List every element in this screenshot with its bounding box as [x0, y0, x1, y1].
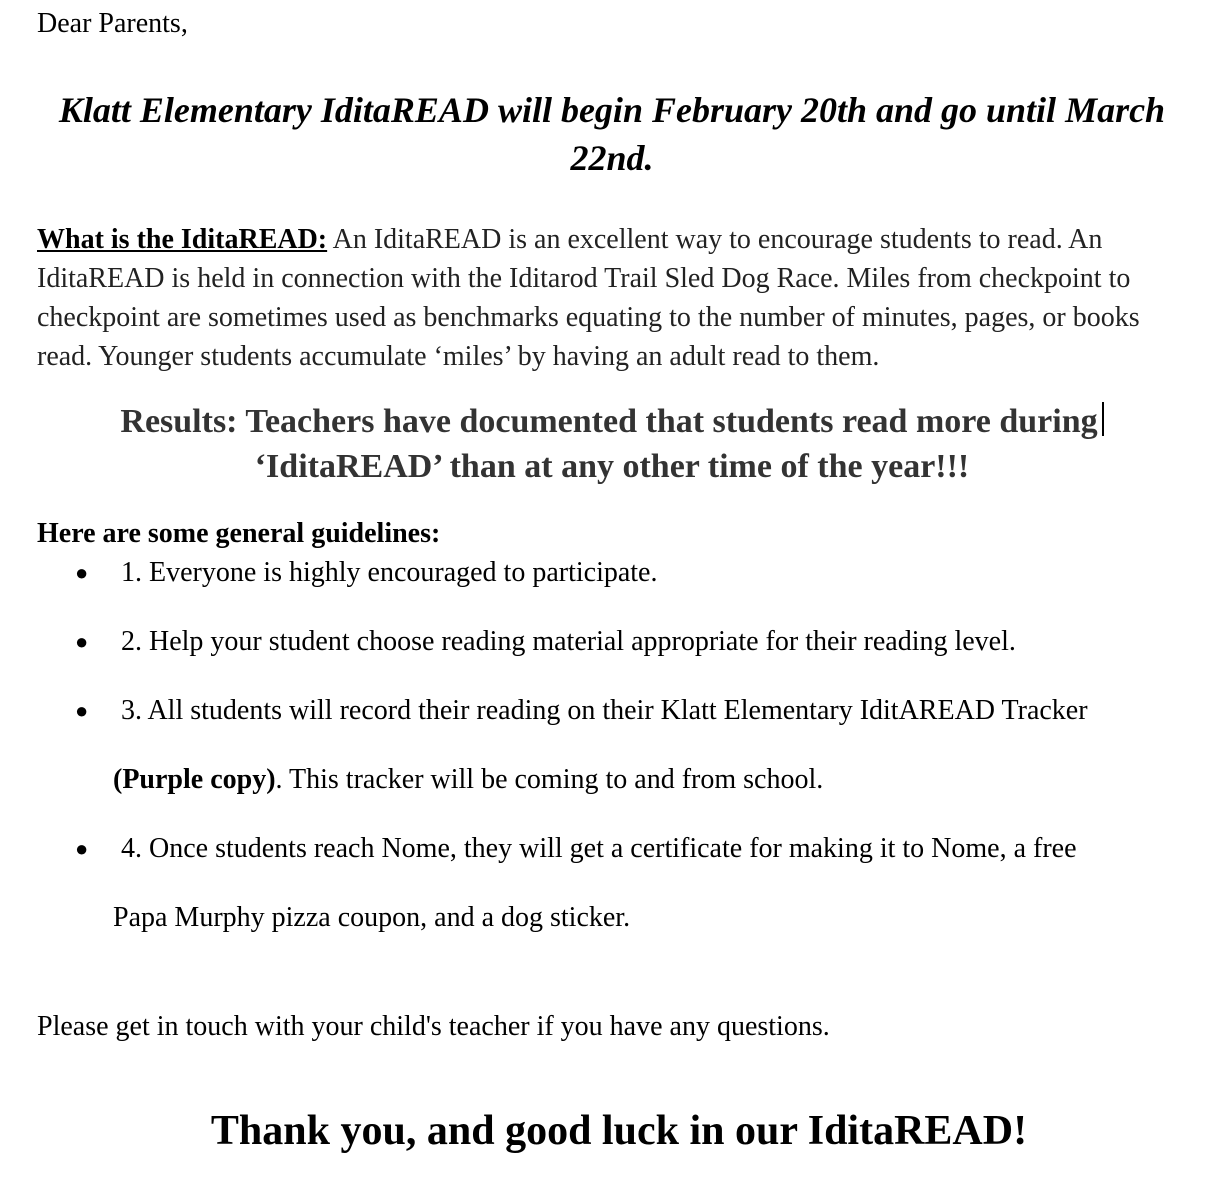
guideline-continuation: [113, 762, 1187, 831]
guideline-continuation: Papa Murphy pizza coupon, and a dog sticker.: [113, 902, 631, 933]
guidelines-title: Here are some general guidelines:: [37, 518, 441, 549]
thank-you-line: Thank you, and good luck in our IditaREAD!: [210, 1108, 1028, 1154]
guidelines-list: [37, 555, 1187, 969]
bullet-icon: ●: [75, 698, 89, 723]
guideline-text: 3. All students will record their reading on their Klatt Elementary IditAREAD Tracker: [121, 695, 1088, 726]
guideline-text: 1. Everyone is highly encouraged to participate.: [121, 557, 658, 588]
bullet-icon: ●: [75, 836, 89, 861]
guideline-text: 4. Once students reach Nome, they will get a certificate for making it to Nome, a free: [121, 833, 1077, 864]
what-is-paragraph: [37, 220, 1187, 376]
what-is-body: An IditaREAD is an excellent way to encourage students to read. An IditaREAD is held in connection with the Iditarod Trail Sled Dog Race. Miles from checkpoint to checkpoint are sometimes used as benchmarks equating to the number of minutes, pages, or books read. Younger students accumulate ‘miles’ by having an adult read to them.: [37, 224, 1140, 372]
text-cursor: [1102, 402, 1104, 436]
list-item: [37, 831, 1187, 969]
results-statement: [37, 399, 1187, 489]
list-item: [37, 555, 1187, 624]
closing-line: Please get in touch with your child's teacher if you have any questions.: [37, 1011, 830, 1042]
list-item: [37, 693, 1187, 831]
guideline-continuation-text: . This tracker will be coming to and from school.: [275, 764, 824, 795]
what-is-heading: What is the IditaREAD:: [37, 224, 328, 255]
results-line-1: Results: Teachers have documented that students read more during: [120, 403, 1098, 440]
bullet-icon: ●: [75, 560, 89, 585]
results-line-2: ‘IditaREAD’ than at any other time of the year!!!: [254, 448, 970, 485]
headline: Klatt Elementary IditaREAD will begin February 20th and go until March 22nd.: [58, 90, 1166, 178]
guideline-text: 2. Help your student choose reading material appropriate for their reading level.: [121, 626, 1016, 657]
greeting: Dear Parents,: [37, 8, 188, 39]
bullet-icon: ●: [75, 629, 89, 654]
list-item: [37, 624, 1187, 693]
purple-copy-emphasis: (Purple copy): [113, 764, 276, 795]
